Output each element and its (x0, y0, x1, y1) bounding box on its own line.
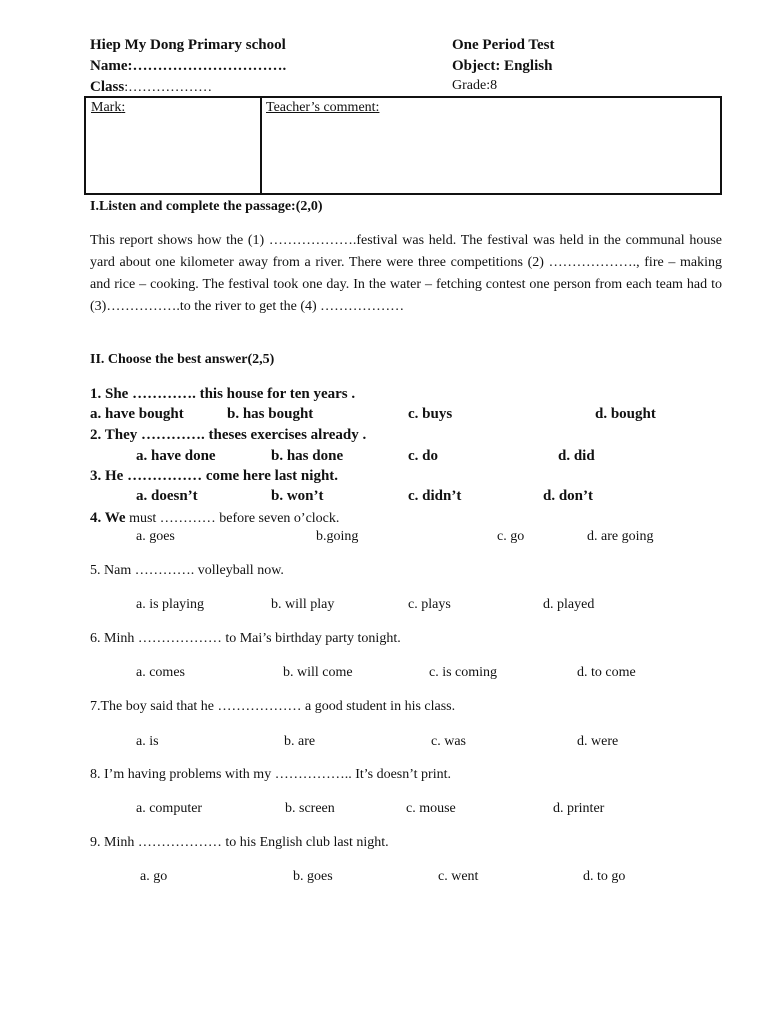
q3-option-b: b. won’t (271, 488, 324, 504)
teacher-comment-label: Teacher’s comment: (266, 100, 380, 115)
grade: Grade:8 (452, 78, 498, 93)
q2-option-d: d. did (558, 448, 595, 464)
q2-option-c: c. do (408, 448, 438, 464)
q5-option-a: a. is playing (136, 597, 205, 612)
question-4: 4. We must ………… before seven o’clock. (90, 510, 340, 526)
q7-option-a: a. is (136, 734, 159, 749)
q2-option-b: b. has done (271, 448, 344, 464)
q3-option-d: d. don’t (543, 488, 594, 504)
q4-option-d: d. are going (587, 529, 654, 544)
name-dots: …………………………. (132, 58, 287, 74)
question-7: 7.The boy said that he ……………… a good student in his class. (90, 699, 456, 714)
score-box (84, 96, 722, 195)
q3-option-c: c. didn’t (408, 488, 462, 504)
test-title: One Period Test (452, 37, 555, 53)
question-2: 2. They …………. theses exercises already . (90, 427, 367, 443)
q5-option-d: d. played (543, 597, 595, 612)
q8-option-d: d. printer (553, 801, 605, 816)
q4-option-b: b.going (316, 529, 359, 544)
question-9: 9. Minh ……………… to his English club last night. (90, 835, 389, 850)
q9-option-c: c. went (438, 869, 479, 884)
q7-option-d: d. were (577, 734, 619, 749)
section1-passage: This report shows how the (1) ……………….festival was held. The festival was held in the communal house yard about one kilometer away from a river. There were three competitions (2) ………………., fire – making and rice – cooking. The festival took one day. In the water – fetching contest one person from each team had to (3)…………….to the river to get the (4) ……………… (90, 233, 722, 314)
subject: Object: English (452, 58, 553, 74)
class-label: Class (90, 79, 125, 95)
q1-option-c: c. buys (408, 406, 453, 422)
question-8: 8. I’m having problems with my …………….. It’s doesn’t print. (90, 767, 451, 782)
question-6: 6. Minh ……………… to Mai’s birthday party tonight. (90, 631, 401, 646)
score-box-divider (260, 98, 262, 193)
school-name: Hiep My Dong Primary school (90, 37, 286, 53)
q8-option-a: a. computer (136, 801, 203, 816)
q8-option-c: c. mouse (406, 801, 456, 816)
q9-option-a: a. go (140, 869, 168, 884)
q8-option-b: b. screen (285, 801, 335, 816)
q4-option-a: a. goes (136, 529, 175, 544)
question-1: 1. She …………. this house for ten years . (90, 386, 356, 402)
q3-option-a: a. doesn’t (136, 488, 198, 504)
mark-label: Mark: (91, 100, 126, 115)
q9-option-d: d. to go (583, 869, 626, 884)
q2-option-a: a. have done (136, 448, 216, 464)
q5-option-c: c. plays (408, 597, 451, 612)
question-5: 5. Nam …………. volleyball now. (90, 563, 284, 578)
question-3: 3. He …………… come here last night. (90, 468, 339, 484)
q6-option-b: b. will come (283, 665, 353, 680)
q1-option-b: b. has bought (227, 406, 314, 422)
q7-option-c: c. was (431, 734, 466, 749)
class-field (90, 78, 212, 96)
q9-option-b: b. goes (293, 869, 333, 884)
q1-option-a: a. have bought (90, 406, 184, 422)
q7-option-b: b. are (284, 734, 316, 749)
section1-title: I.Listen and complete the passage:(2,0) (90, 199, 323, 214)
q6-option-c: c. is coming (429, 665, 498, 680)
q6-option-d: d. to come (577, 665, 636, 680)
class-dots: :……………… (124, 80, 213, 95)
q5-option-b: b. will play (271, 597, 335, 612)
q4-option-c: c. go (497, 529, 525, 544)
q1-option-d: d. bought (595, 406, 656, 422)
section2-title: II. Choose the best answer(2,5) (90, 352, 275, 367)
name-field (90, 58, 286, 75)
name-label: Name: (90, 58, 133, 74)
q6-option-a: a. comes (136, 665, 185, 680)
